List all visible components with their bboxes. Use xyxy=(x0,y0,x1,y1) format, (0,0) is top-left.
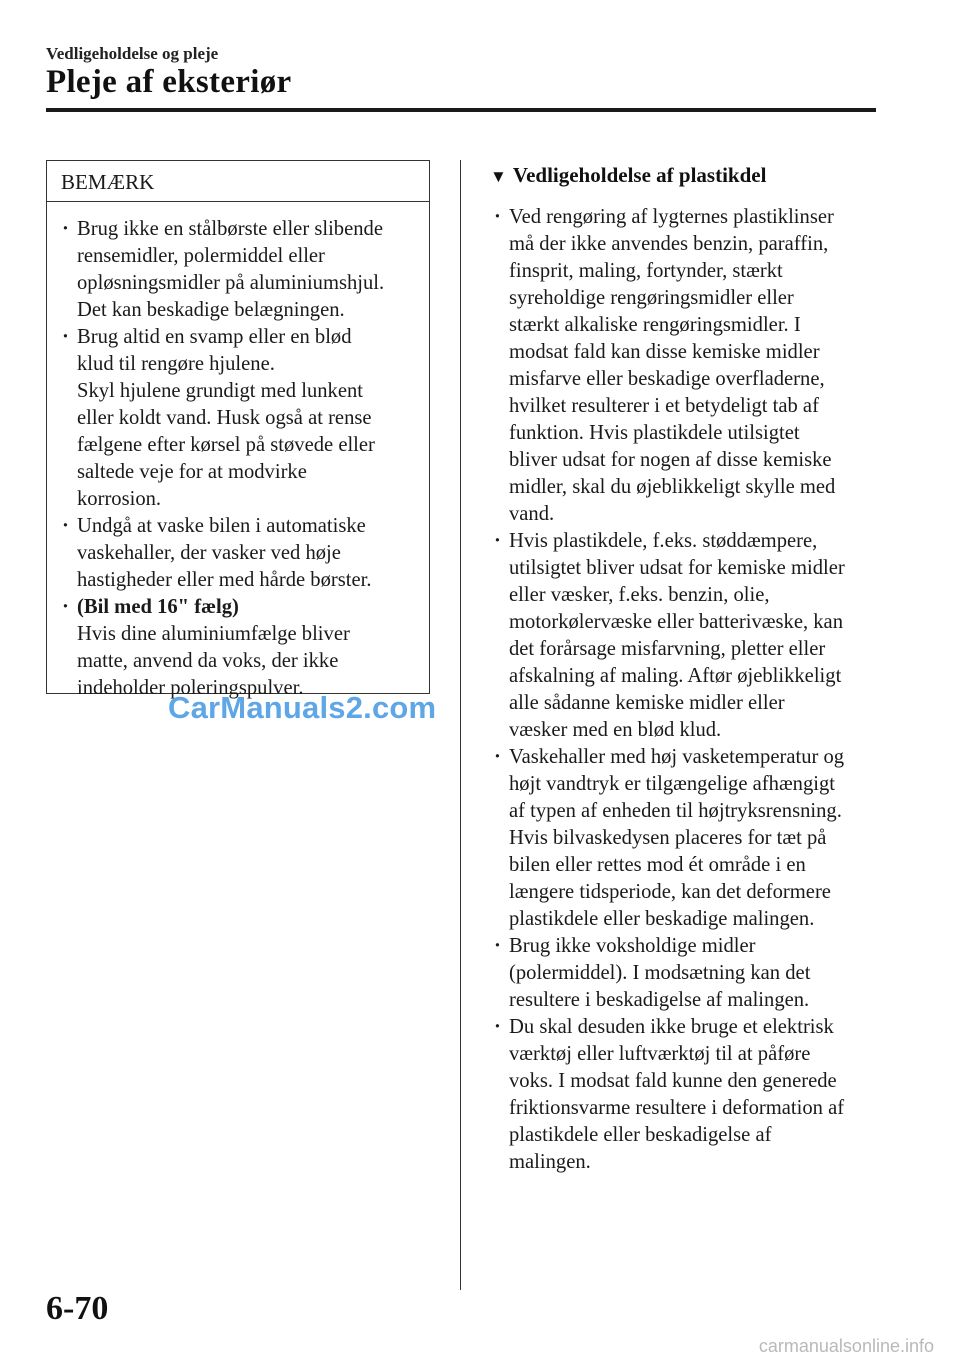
column-divider xyxy=(460,160,461,1290)
note-item xyxy=(62,513,419,594)
subheading xyxy=(490,160,885,192)
note-item xyxy=(62,324,419,513)
bullet-icon: · xyxy=(62,218,69,240)
note-item-title: (Bil med 16" fælg) xyxy=(77,596,239,618)
bullet-icon: · xyxy=(62,596,69,618)
note-box xyxy=(46,160,430,699)
note-item-text: Brug ikke en stålbørste eller slibende rensemidler, polermiddel eller opløsningsmidler på aluminiumshjul. Det kan beskadige belægningen. xyxy=(77,218,385,321)
plastic-item-text: Hvis plastikdele, f.eks. støddæmpere, utilsigtet bliver udsat for kemiske midler eller væsker, f.eks. benzin, olie, motorkølervæske eller batterivæske, kan det forårsage misfarvning, pletter eller afskalning af maling. Aftør øjeblikkeligt alle sådanne kemiske midler eller væsker med en blød klud. xyxy=(509,530,845,741)
plastic-item xyxy=(494,933,885,1014)
plastic-item-text: Vaskehaller med høj vasketemperatur og højt vandtryk er tilgængelige afhængigt af typen af enheden til højtryksrensning. Hvis bilvaskedysen placeres for tæt på bilen eller rettes mod ét område i en længere tidsperiode, kan det deformere plastikdele eller beskadige malingen. xyxy=(509,746,845,930)
note-item-text: Hvis dine aluminiumfælge bliver matte, anvend da voks, der ikke indeholder poleringspulver. xyxy=(77,623,350,699)
plastic-item xyxy=(494,744,885,933)
note-item xyxy=(62,594,419,702)
watermark-logo: CarManuals2.com xyxy=(168,690,437,725)
bullet-icon: · xyxy=(62,515,69,537)
section-label: Vedligeholdelse og pleje xyxy=(46,44,219,63)
plastic-item-text: Brug ikke voksholdige midler (polermiddel). I modsætning kan det resultere i beskadigelse af malingen. xyxy=(509,935,811,1011)
subheading-text: Vedligeholdelse af plastikdel xyxy=(512,163,767,187)
plastic-list xyxy=(490,192,885,1176)
page-title: Pleje af eksteriør xyxy=(46,64,292,100)
bullet-icon: · xyxy=(62,326,69,348)
footer-watermark: carmanualsonline.info xyxy=(758,1336,934,1356)
triangle-down-icon: ▼ xyxy=(490,167,507,186)
bullet-icon: · xyxy=(494,206,501,228)
note-item-text: Brug altid en svamp eller en blød klud til rengøre hjulene. Skyl hjulene grundigt med lunkent eller koldt vand. Husk også at rense fælgene efter kørsel på støvede eller saltede veje for at modvirke korrosion. xyxy=(77,326,375,510)
plastic-item xyxy=(494,1014,885,1176)
bullet-icon: · xyxy=(494,935,501,957)
note-list xyxy=(47,202,429,702)
header-rule xyxy=(46,108,876,112)
plastic-item-text: Du skal desuden ikke bruge et elektrisk værktøj eller luftværktøj til at påføre voks. I modsat fald kunne den generede friktionsvarme resultere i deformation af plastikdele eller beskadigelse af malingen. xyxy=(509,1016,845,1173)
bullet-icon: · xyxy=(494,530,501,552)
note-title: BEMÆRK xyxy=(47,161,429,202)
page-number: 6-70 xyxy=(46,1290,109,1327)
plastic-item xyxy=(494,204,885,528)
note-item-text: Undgå at vaske bilen i automatiske vaskehaller, der vasker ved høje hastigheder eller med hårde børster. xyxy=(77,515,372,591)
plastic-item xyxy=(494,528,885,744)
plastic-item-text: Ved rengøring af lygternes plastiklinser må der ikke anvendes benzin, paraffin, finsprit, maling, fortynder, stærkt syreholdige rengøringsmidler eller stærkt alkaliske rengøringsmidler. I modsat fald kan disse kemiske midler misfarve eller beskadige overfladerne, hvilket resulterer i et betydeligt tab af funktion. Hvis plastikdele utilsigtet bliver udsat for nogen af disse kemiske midler, skal du øjeblikkeligt skylle med vand. xyxy=(509,206,836,525)
bullet-icon: · xyxy=(494,746,501,768)
plastic-section xyxy=(490,160,885,1176)
bullet-icon: · xyxy=(494,1016,501,1038)
note-item xyxy=(62,216,419,324)
